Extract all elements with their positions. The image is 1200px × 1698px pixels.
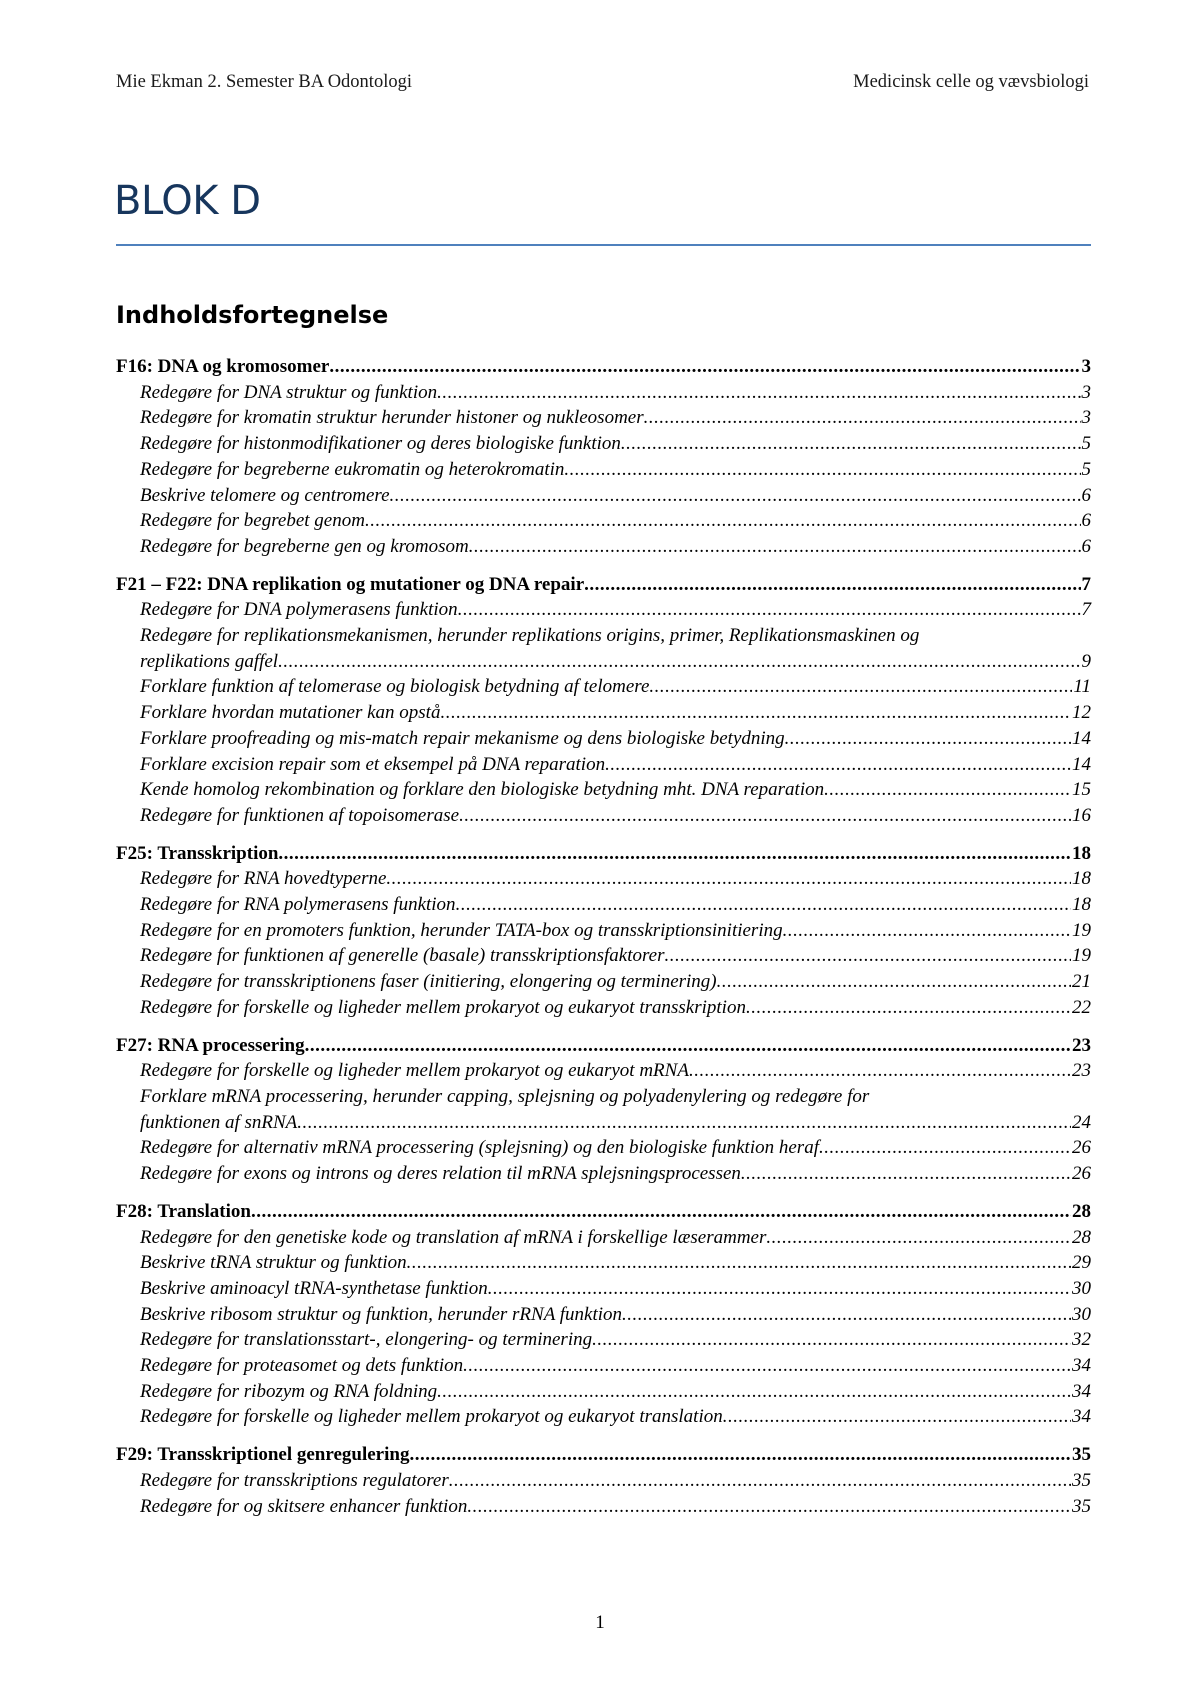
toc-entry-title: Redegøre for ribozym og RNA foldning	[140, 1380, 438, 1402]
dot-leader	[819, 1135, 1071, 1161]
toc-page-number: 19	[1072, 919, 1091, 941]
dot-leader	[564, 457, 1080, 483]
toc-chapter-title: F21 – F22: DNA replikation og mutationer og DNA repair	[116, 573, 585, 595]
toc-entry-title: Redegøre for RNA polymerasens funktion	[140, 894, 456, 916]
toc-chapter-title: F25: Transskription	[116, 842, 279, 864]
toc-entry-title: Redegøre for begreberne eukromatin og heterokromatin	[140, 458, 565, 480]
toc-entry-title: Redegøre for transskriptions regulatorer	[140, 1469, 449, 1491]
dot-leader	[644, 405, 1081, 431]
toc-entry[interactable]	[116, 508, 1091, 534]
toc-entry-title: funktionen af snRNA	[140, 1111, 298, 1133]
dot-leader	[467, 1494, 1071, 1520]
toc-page-number: 7	[1081, 573, 1091, 595]
toc-page-number: 15	[1072, 779, 1091, 801]
toc-entry[interactable]	[116, 1135, 1091, 1161]
toc-entry[interactable]	[116, 649, 1091, 675]
toc-page-number: 34	[1072, 1406, 1091, 1428]
toc-heading: Indholdsfortegnelse	[116, 301, 389, 329]
toc-page-number: 7	[1081, 599, 1091, 621]
toc-section	[116, 841, 1091, 1021]
toc-page-number: 28	[1072, 1226, 1091, 1248]
toc-chapter-entry[interactable]	[116, 1442, 1091, 1468]
toc-page-number: 26	[1072, 1137, 1091, 1159]
toc-page-number: 24	[1072, 1111, 1091, 1133]
toc-entry-title: Redegøre for forskelle og ligheder mellem prokaryot og eukaryot transskription	[140, 996, 746, 1018]
dot-leader	[459, 803, 1071, 829]
page-header	[116, 72, 1089, 98]
toc-page-number: 34	[1072, 1380, 1091, 1402]
toc-page-number: 23	[1072, 1034, 1091, 1056]
dot-leader	[746, 995, 1071, 1021]
toc-entry[interactable]	[116, 969, 1091, 995]
toc-page-number: 26	[1072, 1163, 1091, 1185]
toc-page-number: 35	[1072, 1444, 1091, 1466]
toc-chapter-entry[interactable]	[116, 1199, 1091, 1225]
dot-leader	[621, 431, 1081, 457]
toc-entry-title: Redegøre for kromatin struktur herunder histoner og nukleosomer	[140, 407, 644, 429]
toc-entry-title: Forklare funktion af telomerase og biologisk betydning af telomere	[140, 676, 650, 698]
dot-leader	[824, 777, 1071, 803]
dot-leader	[456, 892, 1071, 918]
toc-entry[interactable]	[116, 803, 1091, 829]
toc-entry[interactable]	[116, 1058, 1091, 1084]
dot-leader	[766, 1225, 1071, 1251]
toc-chapter-entry[interactable]	[116, 354, 1091, 380]
toc-page-number: 16	[1072, 804, 1091, 826]
dot-leader	[278, 649, 1080, 675]
table-of-contents	[116, 354, 1091, 1531]
toc-entry[interactable]	[116, 1302, 1091, 1328]
toc-entry[interactable]	[116, 995, 1091, 1021]
toc-entry-title: Redegøre for forskelle og ligheder mellem prokaryot og eukaryot translation	[140, 1406, 723, 1428]
toc-entry[interactable]	[116, 700, 1091, 726]
toc-chapter-title: F28: Translation	[116, 1200, 251, 1222]
toc-page-number: 5	[1081, 458, 1091, 480]
toc-entry-title: Redegøre for alternativ mRNA processering (splejsning) og den biologiske funktion heraf	[140, 1137, 819, 1159]
toc-entry-title: Redegøre for DNA struktur og funktion	[140, 381, 438, 403]
toc-page-number: 3	[1081, 407, 1091, 429]
toc-chapter-title: F16: DNA og kromosomer	[116, 356, 330, 377]
toc-page-number: 12	[1072, 702, 1091, 724]
toc-entry[interactable]	[116, 1327, 1091, 1353]
dot-leader	[365, 508, 1081, 534]
toc-page-number: 29	[1072, 1252, 1091, 1274]
toc-entry-title: Forklare excision repair som et eksempel på DNA reparation	[140, 753, 606, 775]
toc-entry-title: Redegøre for proteasomet og dets funktion	[140, 1355, 464, 1377]
dot-leader	[278, 841, 1071, 867]
toc-entry[interactable]	[116, 1225, 1091, 1251]
toc-entry-title: Beskrive tRNA struktur og funktion	[140, 1252, 407, 1274]
header-course: Medicinsk celle og vævsbiologi	[853, 72, 1089, 92]
toc-page-number: 18	[1072, 868, 1091, 890]
page-number: 1	[595, 1612, 605, 1633]
toc-page-number: 5	[1081, 433, 1091, 455]
toc-entry-title: Redegøre for den genetiske kode og translation af mRNA i forskellige læserammer	[140, 1226, 767, 1248]
toc-page-number: 22	[1072, 996, 1091, 1018]
toc-section	[116, 1442, 1091, 1519]
dot-leader	[386, 866, 1071, 892]
dot-leader	[488, 1276, 1071, 1302]
toc-entry-title: Redegøre for translationsstart-, elongering- og terminering	[140, 1329, 593, 1351]
toc-page-number: 3	[1081, 381, 1091, 403]
dot-leader	[440, 700, 1071, 726]
toc-entry-title: Redegøre for funktionen af generelle (basale) transskriptionsfaktorer	[140, 945, 665, 967]
dot-leader	[437, 380, 1080, 406]
toc-entry[interactable]	[116, 918, 1091, 944]
toc-entry-first-line[interactable]: Forklare mRNA processering, herunder capping, splejsning og polyadenylering og redegøre for	[140, 1085, 870, 1107]
dot-leader	[723, 1404, 1071, 1430]
toc-section	[116, 1199, 1091, 1430]
toc-entry[interactable]	[116, 866, 1091, 892]
toc-page-number: 6	[1081, 510, 1091, 532]
toc-chapter-entry[interactable]	[116, 1033, 1091, 1059]
toc-entry[interactable]	[116, 457, 1091, 483]
dot-leader	[297, 1110, 1071, 1136]
toc-page-number: 21	[1072, 971, 1091, 993]
dot-leader	[390, 483, 1081, 509]
toc-entry-first-line[interactable]: Redegøre for replikationsmekanismen, herunder replikations origins, primer, Replikationsmaskinen og	[140, 625, 920, 647]
toc-entry[interactable]	[116, 777, 1091, 803]
dot-leader	[305, 1033, 1071, 1059]
dot-leader	[584, 572, 1080, 598]
header-author: Mie Ekman 2. Semester BA Odontologi	[116, 72, 412, 92]
toc-entry[interactable]	[116, 1494, 1091, 1520]
dot-leader	[407, 1250, 1071, 1276]
toc-entry-title: Redegøre for forskelle og ligheder mellem prokaryot og eukaryot mRNA	[140, 1060, 689, 1082]
toc-page-number: 18	[1072, 894, 1091, 916]
dot-leader	[783, 918, 1071, 944]
toc-entry-title: Forklare hvordan mutationer kan opstå	[140, 702, 441, 724]
toc-page-number: 6	[1081, 535, 1091, 557]
dot-leader	[665, 943, 1071, 969]
toc-entry[interactable]	[116, 597, 1091, 623]
toc-page-number: 19	[1072, 945, 1091, 967]
dot-leader	[458, 597, 1081, 623]
dot-leader	[437, 1379, 1071, 1405]
toc-page-number: 32	[1072, 1329, 1091, 1351]
toc-chapter-entry[interactable]	[116, 572, 1091, 598]
toc-page-number: 18	[1072, 842, 1091, 864]
toc-entry-title: Redegøre for begrebet genom	[140, 510, 365, 532]
toc-page-number: 35	[1072, 1469, 1091, 1491]
toc-entry-title: Redegøre for en promoters funktion, herunder TATA-box og transskriptionsinitiering	[140, 919, 783, 941]
toc-entry[interactable]	[116, 1276, 1091, 1302]
toc-page-number: 11	[1073, 676, 1091, 698]
toc-section	[116, 1033, 1091, 1187]
toc-entry-title: replikations gaffel	[140, 650, 279, 672]
toc-page-number: 14	[1072, 727, 1091, 749]
toc-entry[interactable]	[116, 943, 1091, 969]
toc-page-number: 3	[1081, 356, 1091, 377]
toc-entry-title: Beskrive telomere og centromere	[140, 484, 390, 506]
title-divider	[116, 244, 1091, 246]
dot-leader	[605, 752, 1071, 778]
dot-leader	[785, 726, 1071, 752]
toc-entry-title: Redegøre for transskriptionens faser (initiering, elongering og terminering)	[140, 971, 717, 993]
toc-chapter-title: F29: Transskriptionel genregulering	[116, 1444, 410, 1466]
toc-entry-title: Redegøre for histonmodifikationer og deres biologiske funktion	[140, 433, 621, 455]
dot-leader	[463, 1353, 1071, 1379]
toc-entry[interactable]	[116, 1404, 1091, 1430]
toc-entry-title: Beskrive ribosom struktur og funktion, herunder rRNA funktion	[140, 1303, 622, 1325]
toc-entry-title: Forklare proofreading og mis-match repair mekanisme og dens biologiske betydning	[140, 727, 785, 749]
dot-leader	[717, 969, 1071, 995]
toc-entry[interactable]	[116, 892, 1091, 918]
toc-entry-title: Redegøre for og skitsere enhancer funktion	[140, 1495, 468, 1517]
toc-entry[interactable]	[116, 380, 1091, 406]
dot-leader	[251, 1199, 1071, 1225]
toc-entry[interactable]	[116, 1468, 1091, 1494]
toc-entry-title: Beskrive aminoacyl tRNA-synthetase funktion	[140, 1277, 488, 1299]
toc-entry[interactable]	[116, 1161, 1091, 1187]
toc-section	[116, 354, 1091, 560]
dot-leader	[649, 674, 1072, 700]
toc-entry[interactable]	[116, 483, 1091, 509]
dot-leader	[329, 354, 1080, 380]
toc-entry-title: Redegøre for begreberne gen og kromosom	[140, 535, 469, 557]
toc-page-number: 9	[1081, 650, 1091, 672]
dot-leader	[689, 1058, 1071, 1084]
toc-entry[interactable]	[116, 534, 1091, 560]
dot-leader	[592, 1327, 1071, 1353]
toc-entry-title: Redegøre for DNA polymerasens funktion	[140, 599, 458, 621]
toc-entry[interactable]	[116, 726, 1091, 752]
toc-entry[interactable]	[116, 1353, 1091, 1379]
toc-page-number: 6	[1081, 484, 1091, 506]
toc-entry[interactable]	[116, 752, 1091, 778]
toc-entry[interactable]	[116, 1110, 1091, 1136]
toc-entry[interactable]	[116, 1379, 1091, 1405]
toc-entry[interactable]	[116, 674, 1091, 700]
toc-page-number: 35	[1072, 1495, 1091, 1517]
toc-entry-title: Redegøre for RNA hovedtyperne	[140, 868, 387, 890]
toc-page-number: 28	[1072, 1200, 1091, 1222]
toc-page-number: 30	[1072, 1277, 1091, 1299]
toc-entry[interactable]	[116, 1250, 1091, 1276]
toc-page-number: 23	[1072, 1060, 1091, 1082]
document-title: BLOK D	[114, 178, 261, 224]
toc-page-number: 34	[1072, 1355, 1091, 1377]
toc-entry-title: Redegøre for funktionen af topoisomerase	[140, 804, 460, 826]
toc-entry-title: Redegøre for exons og introns og deres relation til mRNA splejsningsprocessen	[140, 1163, 741, 1185]
toc-entry-title: Kende homolog rekombination og forklare den biologiske betydning mht. DNA reparation	[140, 779, 825, 801]
toc-chapter-title: F27: RNA processering	[116, 1034, 305, 1056]
dot-leader	[622, 1302, 1071, 1328]
dot-leader	[741, 1161, 1071, 1187]
dot-leader	[469, 534, 1081, 560]
toc-page-number: 30	[1072, 1303, 1091, 1325]
toc-entry[interactable]	[116, 405, 1091, 431]
dot-leader	[409, 1442, 1071, 1468]
dot-leader	[449, 1468, 1071, 1494]
toc-page-number: 14	[1072, 753, 1091, 775]
toc-entry[interactable]	[116, 431, 1091, 457]
toc-section	[116, 572, 1091, 829]
toc-chapter-entry[interactable]	[116, 841, 1091, 867]
